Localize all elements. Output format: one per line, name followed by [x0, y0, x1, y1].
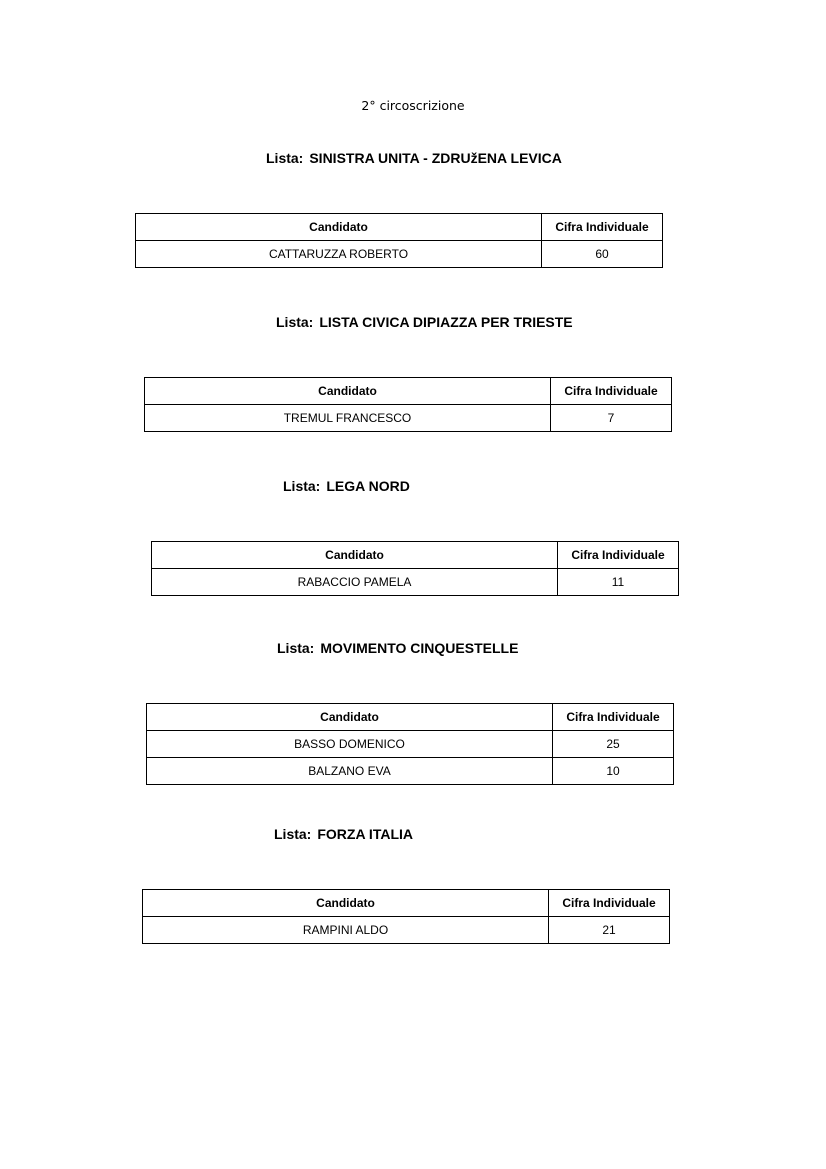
list-name: LEGA NORD	[326, 478, 410, 494]
table-row	[152, 569, 679, 596]
table-row	[145, 405, 672, 432]
list-title-forza-italia	[274, 825, 413, 843]
list-title-lega-nord	[283, 477, 410, 495]
header-candidato: Candidato	[143, 890, 549, 917]
page-heading: 2° circoscrizione	[361, 98, 465, 113]
table-row	[136, 241, 663, 268]
lista-prefix: Lista:	[266, 150, 304, 166]
table-header-row	[147, 704, 674, 731]
header-candidato: Candidato	[147, 704, 553, 731]
table-header-row	[145, 378, 672, 405]
results-table-forza-italia	[142, 889, 670, 944]
header-cifra-individuale: Cifra Individuale	[558, 542, 679, 569]
lista-prefix: Lista:	[274, 826, 312, 842]
table-row	[147, 758, 674, 785]
header-cifra-individuale: Cifra Individuale	[553, 704, 674, 731]
table-header-row	[152, 542, 679, 569]
header-cifra-individuale: Cifra Individuale	[551, 378, 672, 405]
candidate-votes: 25	[553, 731, 674, 758]
list-name: SINISTRA UNITA - ZDRUžENA LEVICA	[309, 150, 562, 166]
list-title-sinistra-unita	[266, 149, 562, 167]
list-title	[277, 639, 518, 657]
table-row	[147, 731, 674, 758]
list-title	[266, 149, 562, 167]
results-table-lista-civica	[144, 377, 672, 432]
results-table-sinistra-unita	[135, 213, 663, 268]
candidate-name: BASSO DOMENICO	[147, 731, 553, 758]
candidate-name: RABACCIO PAMELA	[152, 569, 558, 596]
candidate-name: TREMUL FRANCESCO	[145, 405, 551, 432]
results-table-movimento-cinquestelle	[146, 703, 674, 785]
table-row	[143, 917, 670, 944]
candidate-name: BALZANO EVA	[147, 758, 553, 785]
list-title-lista-civica	[276, 313, 573, 331]
list-name: FORZA ITALIA	[317, 826, 413, 842]
lista-prefix: Lista:	[283, 478, 321, 494]
candidate-name: RAMPINI ALDO	[143, 917, 549, 944]
list-title	[276, 313, 573, 331]
list-name: LISTA CIVICA DIPIAZZA PER TRIESTE	[319, 314, 573, 330]
header-cifra-individuale: Cifra Individuale	[542, 214, 663, 241]
lista-prefix: Lista:	[276, 314, 314, 330]
candidate-votes: 60	[542, 241, 663, 268]
header-candidato: Candidato	[136, 214, 542, 241]
candidate-name: CATTARUZZA ROBERTO	[136, 241, 542, 268]
candidate-votes: 11	[558, 569, 679, 596]
table-header-row	[143, 890, 670, 917]
header-candidato: Candidato	[152, 542, 558, 569]
list-title-movimento-cinquestelle	[277, 639, 518, 657]
list-name: MOVIMENTO CINQUESTELLE	[320, 640, 519, 656]
candidate-votes: 21	[549, 917, 670, 944]
table-header-row	[136, 214, 663, 241]
candidate-votes: 10	[553, 758, 674, 785]
lista-prefix: Lista:	[277, 640, 315, 656]
header-candidato: Candidato	[145, 378, 551, 405]
header-cifra-individuale: Cifra Individuale	[549, 890, 670, 917]
candidate-votes: 7	[551, 405, 672, 432]
list-title	[274, 825, 413, 843]
list-title	[283, 477, 410, 495]
results-table-lega-nord	[151, 541, 679, 596]
